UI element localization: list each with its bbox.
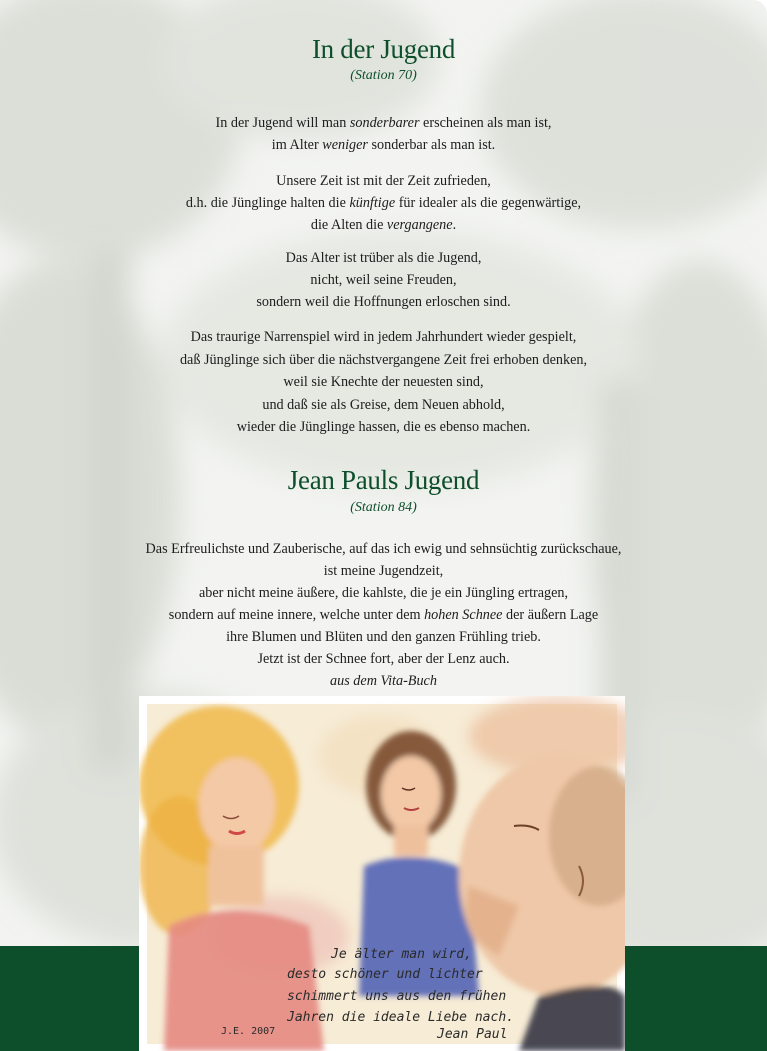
stanza — [0, 326, 767, 439]
emphasis: sonderbarer — [349, 115, 420, 131]
text-segment: erscheinen als man ist, — [419, 115, 552, 131]
text-segment: wieder die Jünglinge hassen, die es ebenso machen. — [236, 419, 531, 435]
text-segment: sonderbar als man ist. — [367, 137, 496, 153]
emphasis: aus dem Vita-Buch — [330, 673, 437, 689]
text-segment: sondern auf meine innere, welche unter dem — [168, 607, 425, 623]
emphasis: weniger — [322, 137, 368, 153]
text-line — [0, 538, 767, 560]
emphasis: hohen Schnee — [424, 607, 503, 623]
text-segment: Unsere Zeit ist mit der Zeit zufrieden, — [276, 173, 491, 189]
quote-line: Je älter man wird, — [331, 947, 472, 962]
text-segment: der äußern Lage — [502, 607, 599, 623]
section-title: Jean Pauls Jugend — [287, 465, 480, 495]
text-segment: und daß sie als Greise, dem Neuen abhold, — [262, 396, 505, 413]
text-segment: Jetzt ist der Schnee fort, aber der Lenz auch. — [257, 651, 510, 667]
text-line — [0, 560, 767, 582]
text-line — [0, 291, 767, 313]
text-segment: In der Jugend will man — [215, 115, 350, 131]
text-line — [0, 670, 767, 692]
text-segment: . — [452, 217, 457, 233]
text-line — [0, 247, 767, 269]
text-segment: Das Erfreulichste und Zauberische, auf das ich ewig und sehnsüchtig zurückschaue, — [145, 541, 622, 557]
text-segment: aber nicht meine äußere, die kahlste, die je ein Jüngling ertragen, — [198, 585, 569, 601]
text-segment: für idealer als die gegenwärtige, — [395, 195, 582, 211]
text-line — [0, 626, 767, 648]
emphasis: vergangene — [386, 217, 453, 233]
text-line — [0, 192, 767, 214]
stanza — [0, 538, 767, 692]
section-title: In der Jugend — [311, 34, 456, 64]
watercolor-painting — [139, 696, 625, 1051]
text-line — [0, 269, 767, 291]
stanza — [0, 247, 767, 313]
text-segment: daß Jünglinge sich über die nächstvergangene Zeit frei erhoben denken, — [179, 351, 588, 368]
text-line — [0, 582, 767, 604]
painter-signature: J.E. 2007 — [221, 1026, 276, 1037]
emphasis: künftige — [349, 195, 396, 211]
text-line — [0, 371, 767, 394]
text-segment: nicht, weil seine Freuden, — [310, 272, 457, 288]
text-line — [0, 648, 767, 670]
text-segment: die Alten die — [310, 217, 387, 233]
text-segment: Das Alter ist trüber als die Jugend, — [285, 250, 482, 266]
station-label: (Station 70) — [350, 68, 417, 83]
text-line — [0, 416, 767, 439]
stanza — [0, 170, 767, 236]
quote-signature: Jean Paul — [437, 1027, 508, 1042]
station-label: (Station 84) — [350, 500, 417, 515]
text-line — [0, 326, 767, 349]
quote-line: schimmert uns aus den frühen — [287, 989, 507, 1004]
text-line — [0, 349, 767, 372]
quote-line: desto schöner und lichter — [287, 967, 483, 982]
text-line — [0, 604, 767, 626]
text-line — [0, 170, 767, 192]
text-segment: ist meine Jugendzeit, — [323, 563, 444, 579]
text-segment: Das traurige Narrenspiel wird in jedem Jahrhundert wieder gespielt, — [190, 329, 577, 345]
text-segment: ihre Blumen und Blüten und den ganzen Frühling trieb. — [226, 629, 541, 645]
stanza — [0, 112, 767, 156]
text-line — [0, 112, 767, 134]
text-segment: im Alter — [271, 137, 323, 153]
text-line — [0, 214, 767, 236]
text-segment: sondern weil die Hoffnungen erloschen sind. — [256, 294, 511, 310]
text-line — [0, 134, 767, 156]
text-segment: weil sie Knechte der neuesten sind, — [283, 374, 484, 390]
text-line — [0, 394, 767, 417]
quote-line: Jahren die ideale Liebe nach. — [287, 1010, 514, 1025]
text-segment: d.h. die Jünglinge halten die — [185, 195, 350, 211]
